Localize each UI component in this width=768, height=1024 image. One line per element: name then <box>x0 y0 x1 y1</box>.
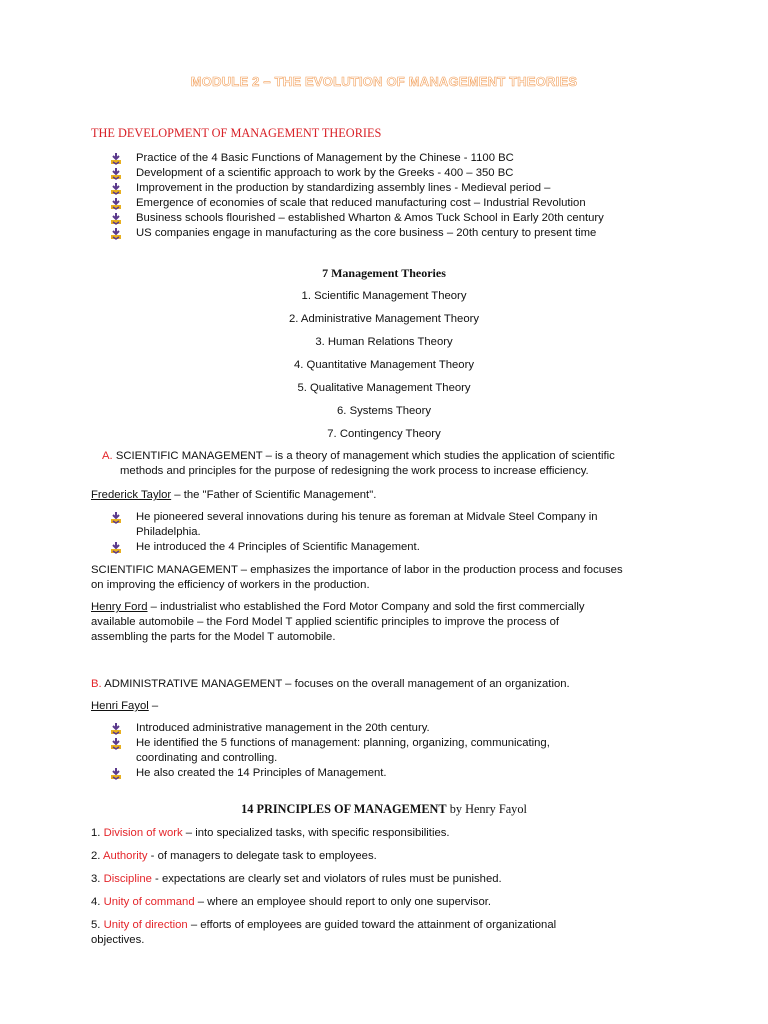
list-item: Introduced administrative management in the 20th century. <box>110 721 550 736</box>
section-a-text: A. SCIENTIFIC MANAGEMENT – is a theory of management which studies the application of scientific <box>102 450 615 462</box>
taylor-list <box>110 510 598 555</box>
list-item: Practice of the 4 Basic Functions of Management by the Chinese - 1100 BC <box>110 151 604 166</box>
section-b-letter: B. <box>91 678 102 690</box>
section-b-text: B. ADMINISTRATIVE MANAGEMENT – focuses on the overall management of an organization. <box>91 678 570 690</box>
fayol-list <box>110 721 550 781</box>
list-item: Emergence of economies of scale that reduced manufacturing cost – Industrial Revolution <box>110 196 604 211</box>
sm-line-2: on improving the efficiency of workers in the production. <box>91 579 370 591</box>
section-a-letter: A. <box>102 450 113 462</box>
principle-item: 5. Unity of direction – efforts of employees are guided toward the attainment of organizational <box>91 919 557 931</box>
bullet-arrow-icon <box>110 512 122 524</box>
theory-item: 5. Qualitative Management Theory <box>297 382 471 394</box>
list-item: He identified the 5 functions of management: planning, organizing, communicating, coordinating and controlling. <box>110 736 550 766</box>
theories-heading: 7 Management Theories <box>322 266 446 280</box>
list-item: He also created the 14 Principles of Management. <box>110 766 550 781</box>
list-item: US companies engage in manufacturing as the core business – 20th century to present time <box>110 226 604 241</box>
list-item: Development of a scientific approach to work by the Greeks - 400 – 350 BC <box>110 166 604 181</box>
bullet-arrow-icon <box>110 168 122 180</box>
theory-item: 1. Scientific Management Theory <box>301 290 467 302</box>
sm-line-1: SCIENTIFIC MANAGEMENT – emphasizes the importance of labor in the production process and focuses <box>91 564 623 576</box>
principle-item: 2. Authority - of managers to delegate task to employees. <box>91 850 377 862</box>
bullet-arrow-icon <box>110 723 122 735</box>
bullet-arrow-icon <box>110 228 122 240</box>
ford-line-2: available automobile – the Ford Model T applied scientific principles to improve the process of <box>91 616 560 628</box>
taylor-line: Frederick Taylor – the "Father of Scientific Management". <box>91 489 377 501</box>
principle-item-cont: objectives. <box>91 934 145 946</box>
bullet-arrow-icon <box>110 213 122 225</box>
list-item: He pioneered several innovations during his tenure as foreman at Midvale Steel Company in Philadelphia. <box>110 510 598 540</box>
section-a-text-cont: methods and principles for the purpose of redesigning the work process to increase efficiency. <box>120 465 589 477</box>
list-item: Business schools flourished – established Wharton & Amos Tuck School in Early 20th century <box>110 211 604 226</box>
development-list <box>110 151 604 241</box>
bullet-arrow-icon <box>110 198 122 210</box>
theory-item: 3. Human Relations Theory <box>315 336 453 348</box>
bullet-arrow-icon <box>110 768 122 780</box>
ford-line-3: assembling the parts for the Model T automobile. <box>91 631 336 643</box>
module-title: MODULE 2 – THE EVOLUTION OF MANAGEMENT THEORIES <box>190 74 578 89</box>
fayol-name: Henri Fayol <box>91 700 149 712</box>
fayol-line: Henri Fayol – <box>91 700 159 712</box>
bullet-arrow-icon <box>110 183 122 195</box>
principle-item: 4. Unity of command – where an employee should report to only one supervisor. <box>91 896 492 908</box>
principle-item: 1. Division of work – into specialized tasks, with specific responsibilities. <box>91 827 450 839</box>
bullet-arrow-icon <box>110 738 122 750</box>
principle-item: 3. Discipline - expectations are clearly set and violators of rules must be punished. <box>91 873 502 885</box>
list-item: He introduced the 4 Principles of Scientific Management. <box>110 540 598 555</box>
ford-line-1: Henry Ford – industrialist who established the Ford Motor Company and sold the first commercially <box>91 601 585 613</box>
theory-item: 7. Contingency Theory <box>327 428 441 440</box>
theory-item: 6. Systems Theory <box>337 405 431 417</box>
theory-item: 4. Quantitative Management Theory <box>293 359 475 371</box>
list-item: Improvement in the production by standardizing assembly lines - Medieval period – <box>110 181 604 196</box>
bullet-arrow-icon <box>110 542 122 554</box>
development-heading: THE DEVELOPMENT OF MANAGEMENT THEORIES <box>91 126 382 140</box>
principles-heading: 14 PRINCIPLES OF MANAGEMENT by Henry Fayol <box>241 802 527 816</box>
theory-item: 2. Administrative Management Theory <box>288 313 480 325</box>
ford-name: Henry Ford <box>91 601 148 613</box>
bullet-arrow-icon <box>110 153 122 165</box>
taylor-name: Frederick Taylor <box>91 489 172 501</box>
